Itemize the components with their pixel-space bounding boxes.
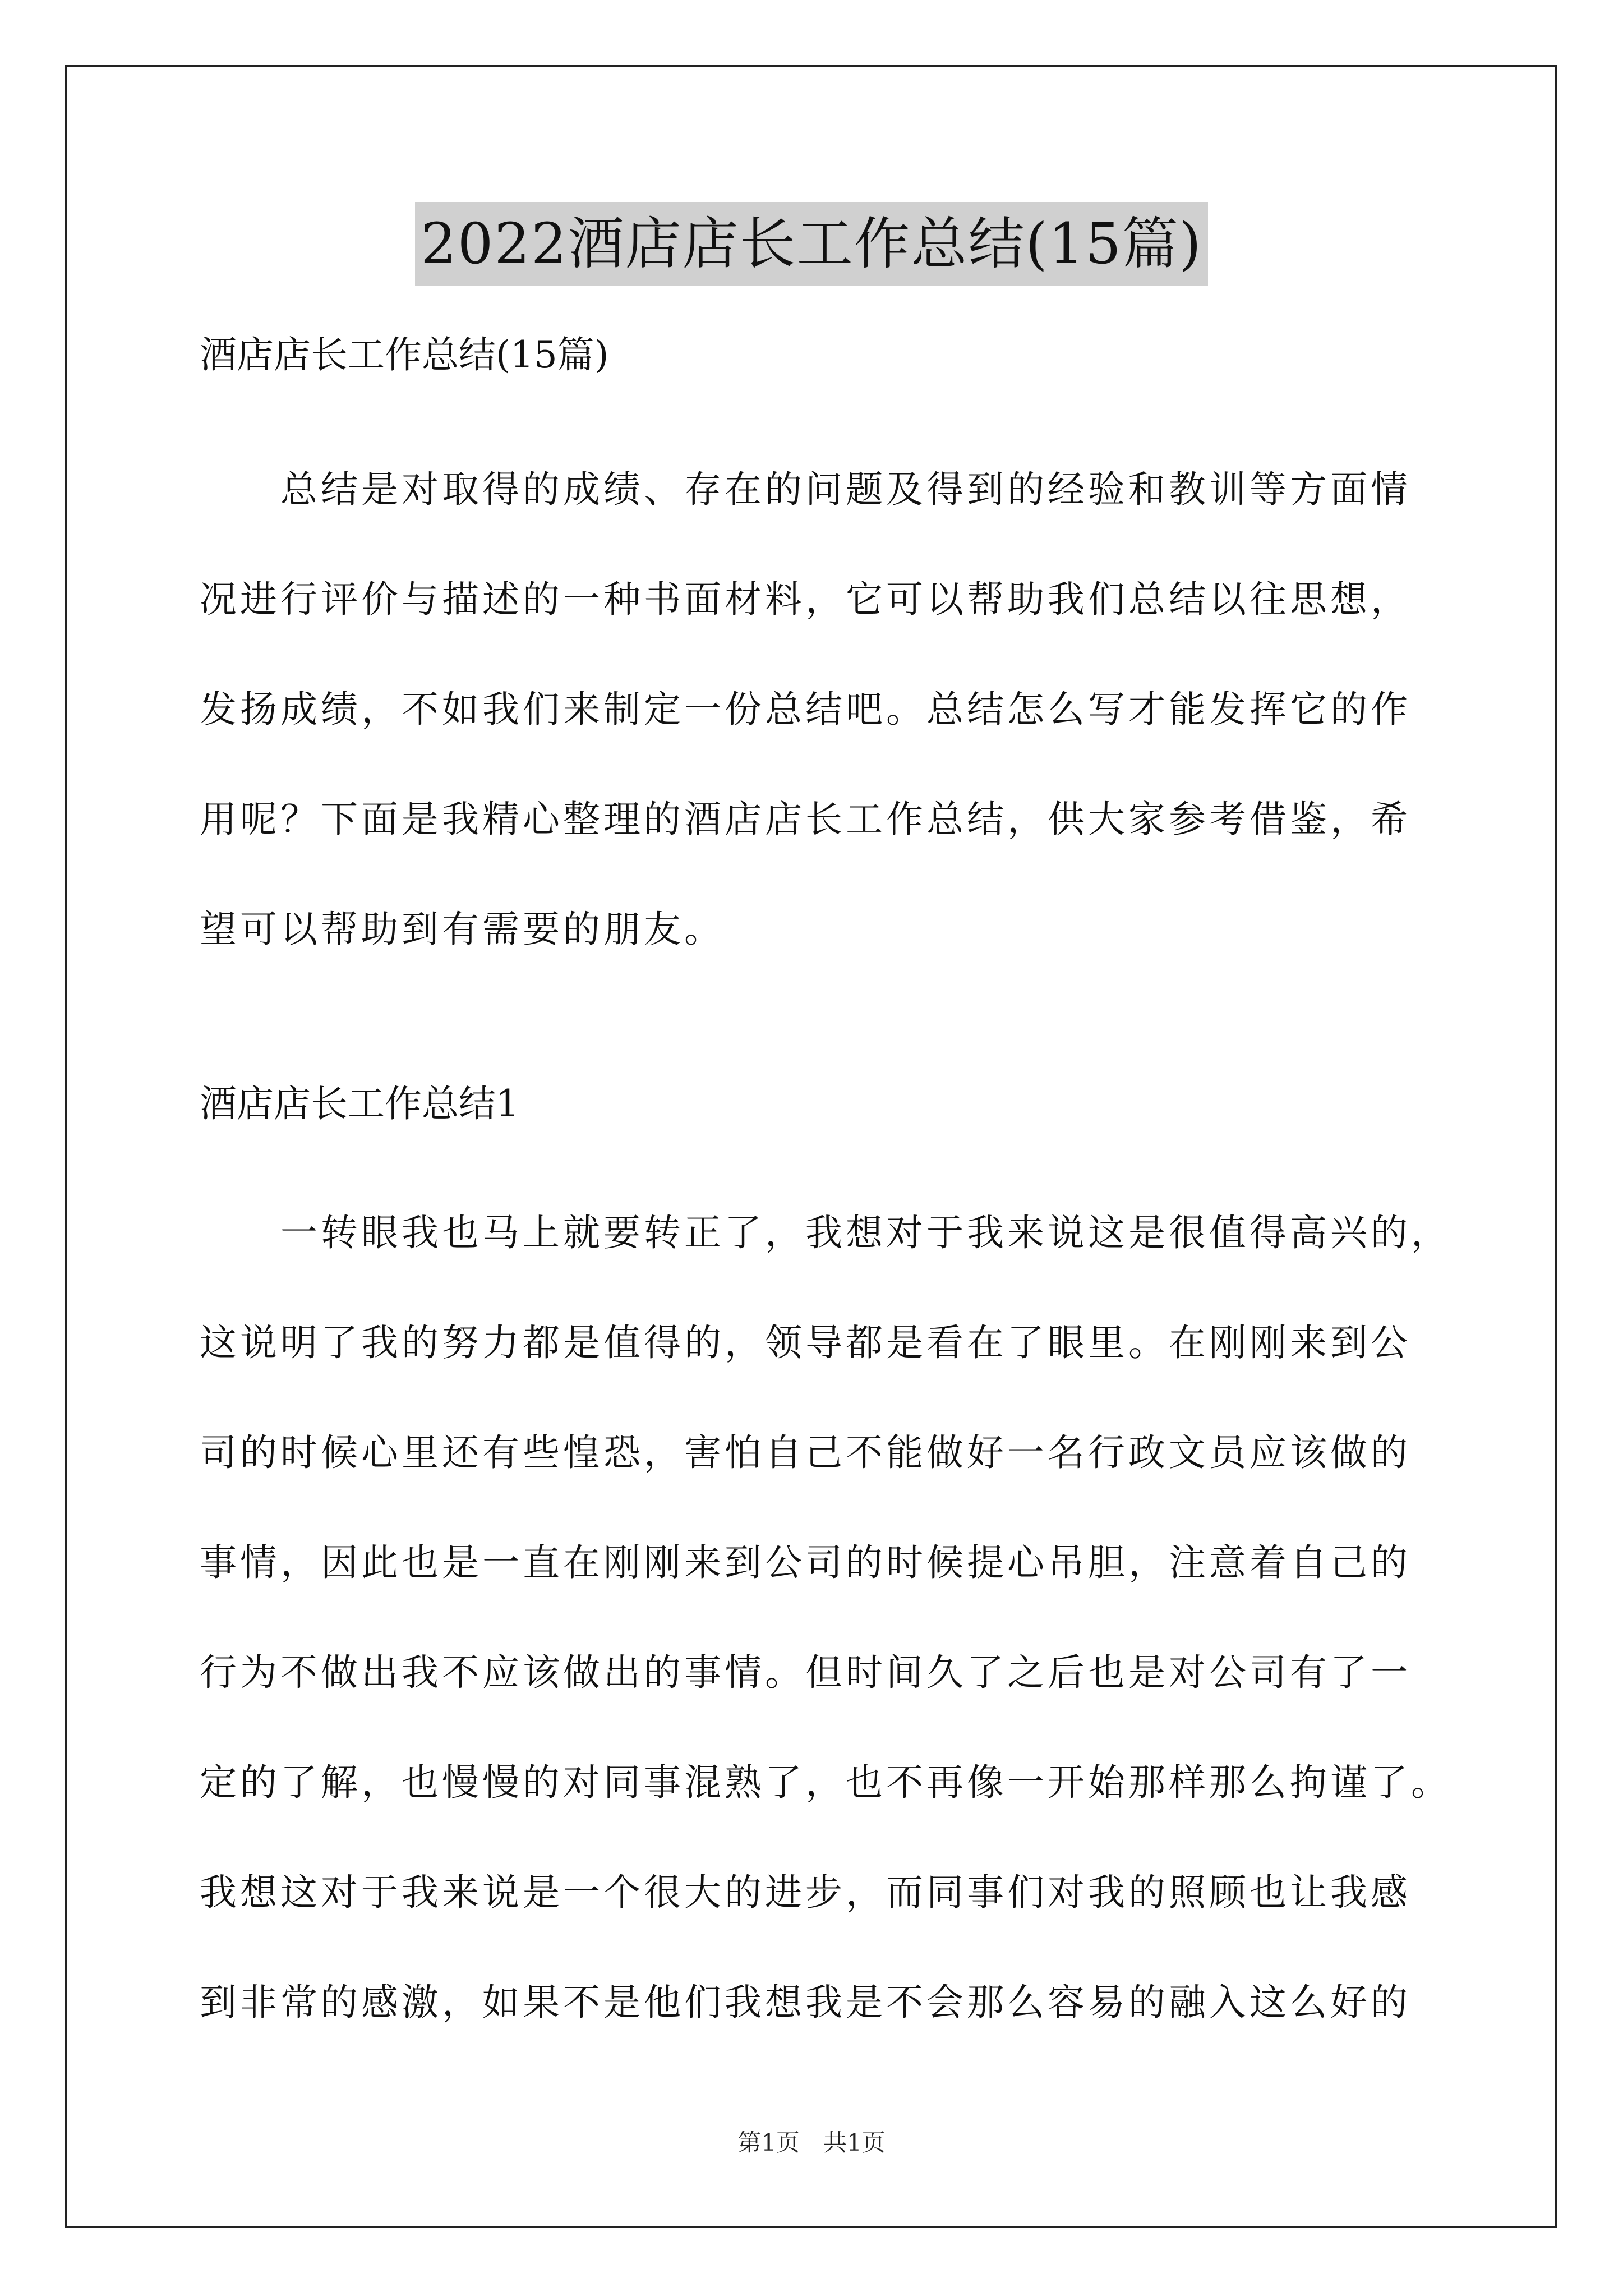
paragraph-line: 用呢？下面是我精心整理的酒店店长工作总结，供大家参考借鉴，希 xyxy=(200,798,1411,841)
paragraph-line: 司的时候心里还有些惶恐，害怕自己不能做好一名行政文员应该做的 xyxy=(200,1431,1411,1474)
paragraph-line: 发扬成绩，不如我们来制定一份总结吧。总结怎么写才能发挥它的作 xyxy=(200,688,1411,731)
paragraph-line: 况进行评价与描述的一种书面材料，它可以帮助我们总结以往思想， xyxy=(200,578,1411,621)
section-paragraph xyxy=(200,1178,1451,2058)
intro-paragraph xyxy=(200,435,1428,984)
paragraph-line: 望可以帮助到有需要的朋友。 xyxy=(200,908,725,951)
paragraph-line: 这说明了我的努力都是值得的，领导都是看在了眼里。在刚刚来到公 xyxy=(200,1321,1411,1364)
document-subtitle: 酒店店长工作总结(15篇) xyxy=(200,333,609,376)
document-title: 2022酒店店长工作总结(15篇) xyxy=(415,202,1208,286)
paragraph-line: 定的了解，也慢慢的对同事混熟了，也不再像一开始那样那么拘谨了。 xyxy=(200,1761,1451,1804)
paragraph-line: 我想这对于我来说是一个很大的进步，而同事们对我的照顾也让我感 xyxy=(200,1871,1411,1914)
paragraph-line: 到非常的感激，如果不是他们我想我是不会那么容易的融入这么好的 xyxy=(200,1981,1411,2024)
section-heading: 酒店店长工作总结1 xyxy=(200,1082,519,1125)
page-footer: 第1页 共1页 xyxy=(737,2129,886,2156)
paragraph-line: 总结是对取得的成绩、存在的问题及得到的经验和教训等方面情 xyxy=(200,468,1411,511)
paragraph-line: 行为不做出我不应该做出的事情。但时间久了之后也是对公司有了一 xyxy=(200,1651,1411,1694)
paragraph-line: 事情，因此也是一直在刚刚来到公司的时候提心吊胆，注意着自己的 xyxy=(200,1541,1411,1584)
title-container xyxy=(0,202,1623,286)
paragraph-line: 一转眼我也马上就要转正了，我想对于我来说这是很值得高兴的， xyxy=(200,1211,1451,1254)
